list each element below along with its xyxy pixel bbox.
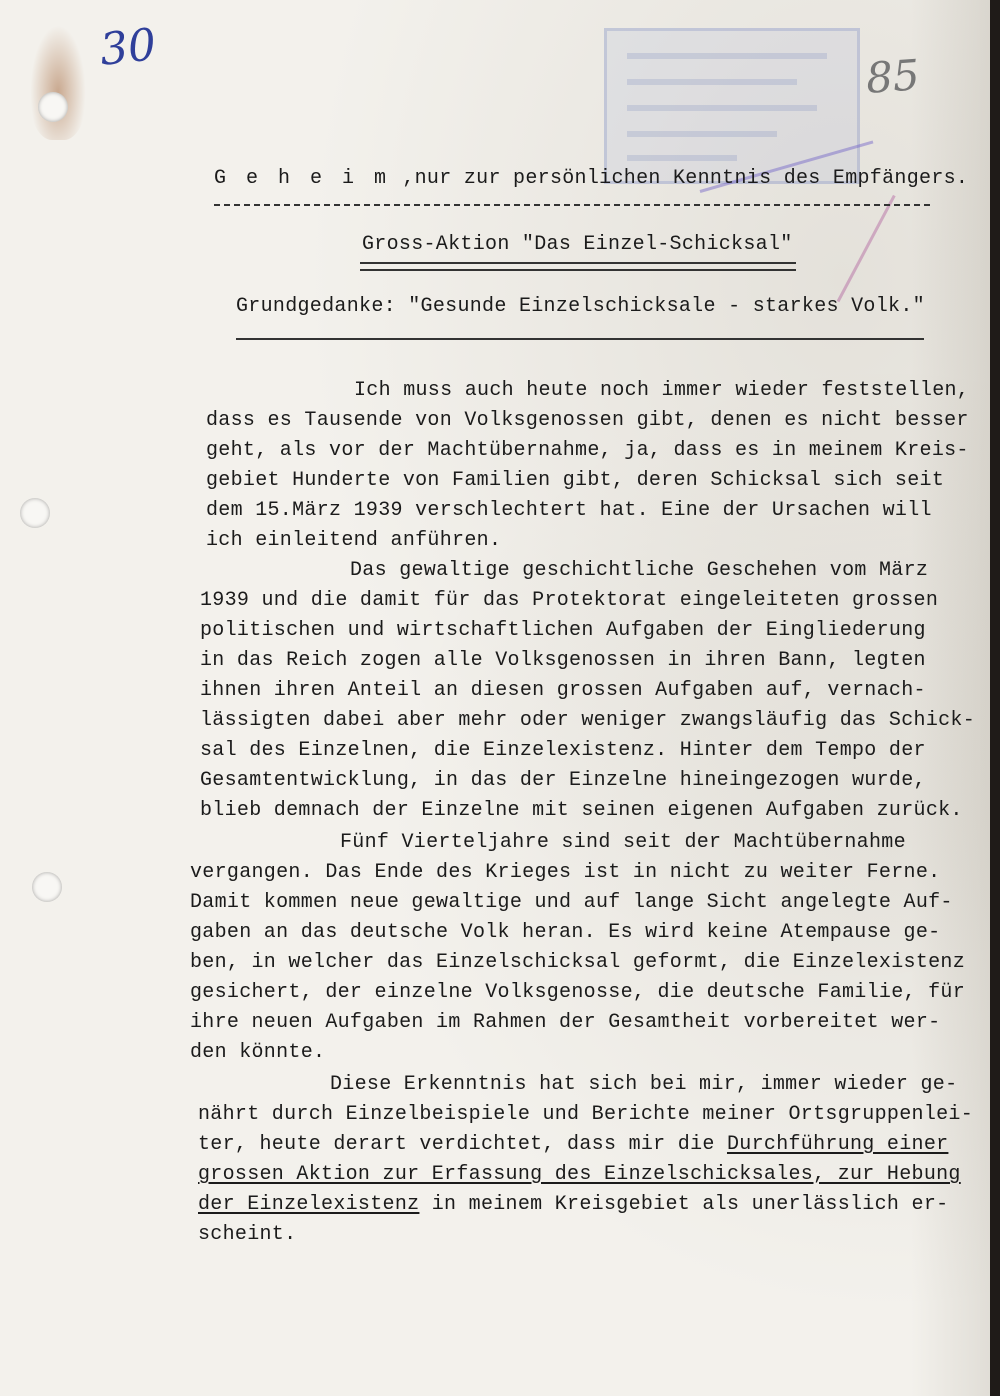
body-line: ihnen ihren Anteil an diesen grossen Aufgaben auf, vernach- [200,679,926,702]
body-line: scheint. [198,1223,297,1246]
rust-stain [28,20,88,140]
body-line: Fünf Vierteljahre sind seit der Machtübernahme [340,831,906,854]
body-line: blieb demnach der Einzelne mit seinen eigenen Aufgaben zurück. [200,799,963,822]
body-line [198,1160,961,1190]
body-line: sal des Einzelnen, die Einzelexistenz. Hinter dem Tempo der [200,739,926,762]
motto [236,292,925,322]
document-title: Gross-Aktion "Das Einzel-Schicksal" [362,233,793,256]
folio-number: 30 [97,19,159,76]
body-line: gebiet Hunderte von Familien gibt, deren Schicksal sich seit [206,469,945,492]
motto-label: Grundgedanke: [236,295,396,318]
page-number: 85 [864,50,922,103]
body-line: politischen und wirtschaftlichen Aufgaben der Eingliederung [200,619,926,642]
pencil-stroke [837,195,896,302]
faded-stamp [604,28,860,184]
classification-word: G e h e i m [214,167,391,190]
motto-text: "Gesunde Einzelschicksale - starkes Volk." [395,295,925,318]
body-text: ter, heute derart verdichtet, dass mir die [198,1133,727,1156]
body-line: ich einleitend anführen. [206,529,502,552]
body-line: geht, als vor der Machtübernahme, ja, dass es in meinem Kreis- [206,439,969,462]
body-text: in meinem Kreisgebiet als unerlässlich er- [419,1193,949,1216]
underlined-phrase: Durchführung einer [726,1133,949,1156]
body-line: dem 15.März 1939 verschlechtert hat. Eine der Ursachen will [206,499,932,522]
body-line: gesichert, der einzelne Volksgenosse, die deutsche Familie, für [190,981,966,1004]
body-line: Diese Erkenntnis hat sich bei mir, immer wieder ge- [330,1073,958,1096]
body-line: gaben an das deutsche Volk heran. Es wird keine Atempause ge- [190,921,941,944]
body-line: ihre neuen Aufgaben im Rahmen der Gesamtheit vorbereitet wer- [190,1011,941,1034]
body-line: dass es Tausende von Volksgenossen gibt, denen es nicht besser [206,409,969,432]
body-line: Das gewaltige geschichtliche Geschehen vom März [350,559,929,582]
body-line: Gesamtentwicklung, in das der Einzelne hineingezogen wurde, [200,769,926,792]
body-line: nährt durch Einzelbeispiele und Berichte meiner Ortsgruppenlei- [198,1103,974,1126]
body-line: ben, in welcher das Einzelschicksal geformt, die Einzelexistenz [190,951,966,974]
dashed-rule [214,204,930,206]
body-line: den könnte. [190,1041,326,1064]
punch-hole [20,498,50,528]
body-line [198,1130,948,1160]
body-line: 1939 und die damit für das Protektorat eingeleiteten grossen [200,589,939,612]
solid-rule [236,338,924,340]
body-line [198,1190,948,1220]
page-edge-shadow [990,0,1000,1396]
body-line: lässigten dabei aber mehr oder weniger zwangsläufig das Schick- [200,709,976,732]
underlined-phrase: grossen Aktion zur Erfassung des Einzelschicksales, zur Hebung [198,1163,961,1186]
body-line: Ich muss auch heute noch immer wieder feststellen, [354,379,970,402]
punch-hole [32,872,62,902]
punch-hole [38,92,68,122]
body-line: in das Reich zogen alle Volksgenossen in ihren Bann, legten [200,649,926,672]
underlined-phrase: der Einzelexistenz [198,1193,420,1216]
body-line: vergangen. Das Ende des Krieges ist in nicht zu weiter Ferne. [190,861,941,884]
classification-line [214,164,968,194]
body-line: Damit kommen neue gewaltige und auf lange Sicht angelegte Auf- [190,891,953,914]
classification-rest: ,nur zur persönlichen Kenntnis des Empfängers. [390,167,969,190]
double-rule [360,262,796,271]
